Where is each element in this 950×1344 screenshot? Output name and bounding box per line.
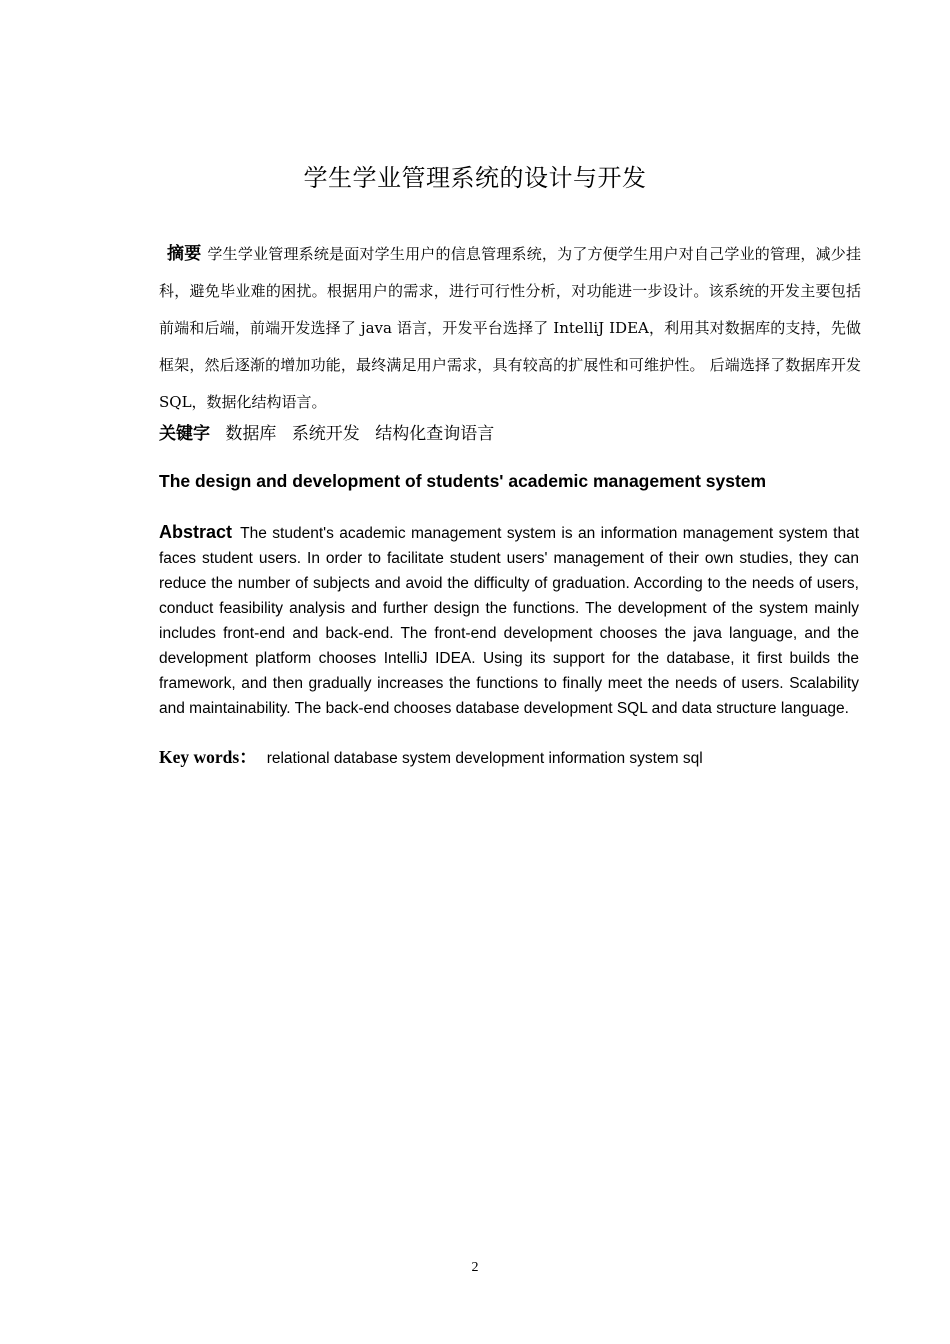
chinese-title: 学生学业管理系统的设计与开发 [303, 164, 647, 192]
english-keywords-label: Key words： [159, 747, 257, 767]
english-abstract-label: Abstract [159, 522, 233, 542]
english-title: The design and development of students' academic management system [159, 471, 767, 491]
english-keywords-text: relational database system development information system sql [266, 750, 703, 767]
english-abstract [159, 520, 859, 721]
chinese-abstract-label: 摘要 [167, 244, 202, 264]
chinese-abstract [159, 236, 861, 421]
chinese-abstract-text: 学生学业管理系统是面对学生用户的信息管理系统，为了方便学生用户对自己学业的管理，减少挂科，避免毕业难的困扰。根据用户的需求，进行可行性分析，对功能进一步设计。该系统的开发主要包括前端和后端，前端开发选择了 java 语言，开发平台选择了 IntelliJ IDEA，利用其对数据库的支持，先做框架，然后逐渐的增加功能，最终满足用户需求，具有较高的扩展性和可维护性。 后端选择了数据库开发SQL，数据化结构语言。 [159, 245, 862, 411]
english-keywords [159, 744, 703, 769]
chinese-keywords [159, 419, 504, 444]
chinese-keyword: 结构化查询语言 [375, 424, 495, 444]
english-abstract-text: The student's academic management system is an information management system that faces student users. In order to facilitate student users' management of their own studies, they can reduce the number of subjects and avoid the difficulty of graduation. According to the needs of users, conduct feasibility analysis and further design the functions. The development of the system mainly includes front-end and back-end. The front-end development chooses the java language, and the development platform chooses IntelliJ IDEA. Using its support for the database, it first builds the framework, and then gradually increases the functions to finally meet the needs of users. Scalability and maintainability. The back-end chooses database development SQL and data structure language. [159, 525, 859, 717]
chinese-keywords-label: 关键字 [159, 424, 210, 444]
chinese-keyword: 数据库 [225, 424, 277, 444]
page-number: 2 [471, 1260, 479, 1275]
chinese-keyword: 系统开发 [291, 424, 360, 444]
